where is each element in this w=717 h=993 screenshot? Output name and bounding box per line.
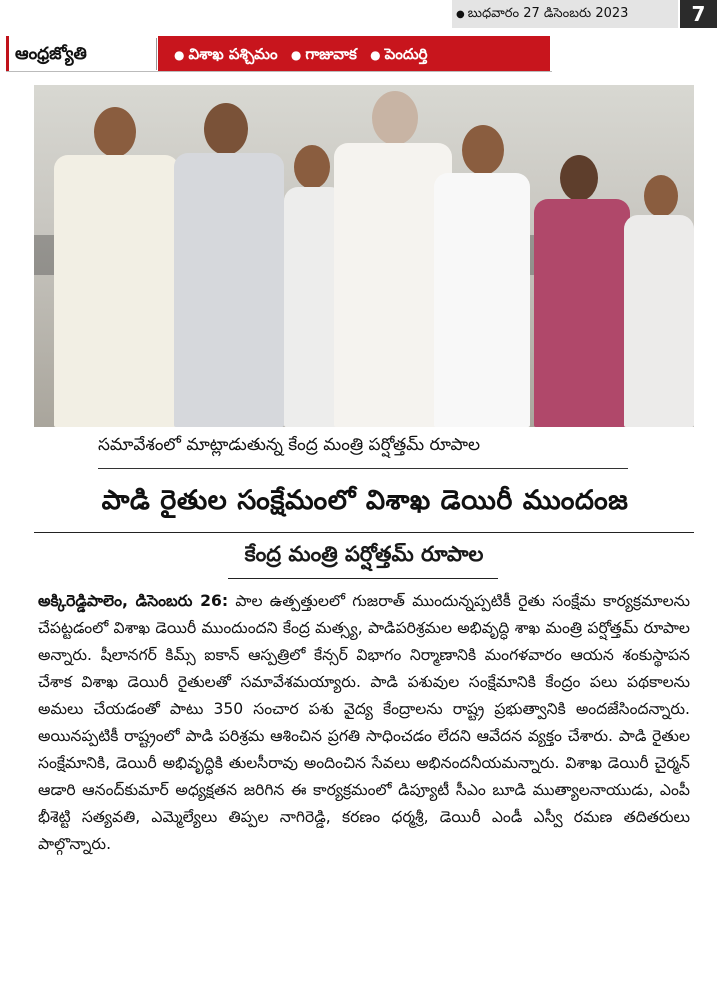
region-2: గాజువాక [305,45,357,63]
masthead-underline [6,71,552,72]
photo-figure-head [94,107,136,157]
news-photo [34,85,694,427]
photo-figure-body [174,153,284,427]
bullet-icon: ● [174,48,185,62]
photo-figure-body [534,199,630,427]
region-3: పెందుర్తి [384,45,428,63]
subheadline: కేంద్ర మంత్రి పర్షోత్తమ్ రూపాల [244,542,484,566]
photo-figure-head [294,145,330,189]
bullet-icon: ● [370,48,381,62]
photo-figure-body [624,215,694,427]
subhead-underline [228,578,498,579]
photo-figure-head [372,91,418,145]
bullet-icon: ● [456,9,465,20]
photo-figure-head [644,175,678,217]
photo-figure-head [462,125,504,175]
caption-underline [98,468,628,469]
article-body-text: పాల ఉత్పత్తులలో గుజరాత్ ముందున్నప్పటికీ రైతు సంక్షేమ కార్యక్రమాలను చేపట్టడంలో విశాఖ డెయిరీ ముందుందని కేంద్ర మత్స్య, పాడిపరిశ్రమల అభివృద్ధి శాఖ మంత్రి పర్షోత్తమ్ రూపాల అన్నారు. షీలానగర్ కిమ్స్ ఐకాన్ ఆస్పత్రిలో కేన్సర్ విభాగం నిర్మాణానికి మంగళవారం ఆయన శంకుస్థాపన చేశాక విశాఖ డెయిరీ రైతులతో సమావేశమయ్యారు. పాడి పశువుల సంక్షేమానికి కేంద్రం పలు పథకాలను అమలు చేయడంతో పాటు 350 సంచార పశు వైద్య కేంద్రాలను రాష్ట్ర ప్రభుత్వానికి అందజేసిందన్నారు. అయినప్పటికీ రాష్ట్రంలో పాడి పరిశ్రమ ఆశించిన ప్రగతి సాధించడం లేదని ఆవేదన వ్యక్తం చేశారు. పాడి రైతుల సంక్షేమానికి, డెయిరీ అభివృద్ధికి తులసీరావు అందించిన సేవలు అభినందనీయమన్నారు. విశాఖ డెయిరీ చైర్మన్ ఆడారి ఆనంద్‌కుమార్ అధ్యక్షతన జరిగిన ఈ కార్యక్రమంలో డిప్యూటీ సీఎం బూడి ముత్యాలనాయుడు, ఎంపీ భీశెట్టి సత్యవతి, ఎమ్మెల్యేలు తిప్పల నాగిరెడ్డి, కరణం ధర్మశ్రీ, డెయిరీ ఎండీ ఎస్వీ రమణ తదితరులు పాల్గొన్నారు. [38,592,691,853]
page-number: 7 [680,0,717,28]
masthead-divider [156,38,157,70]
photo-caption: సమావేశంలో మాట్లాడుతున్న కేంద్ర మంత్రి పర్షోత్తమ్ రూపాల [98,435,481,455]
article-body [38,588,690,858]
bullet-icon: ● [290,48,302,62]
headline: పాడి రైతుల సంక్షేమంలో విశాఖ డెయిరీ ముందంజ [101,485,629,516]
photo-figure-body [434,173,530,427]
dateline: అక్కిరెడ్డిపాలెం, డిసెంబరు 26: [38,592,229,610]
issue-date-text: బుధవారం 27 డిసెంబరు 2023 [467,6,629,21]
photo-figure-body [54,155,179,427]
photo-figure-head [204,103,248,155]
newspaper-logo: ఆంధ్రజ్యోతి [9,36,156,72]
headline-rule [34,532,694,533]
issue-date [452,0,678,28]
edition-regions [158,36,550,72]
region-1: విశాఖ పశ్చిమం [188,45,278,63]
photo-figure-head [560,155,598,201]
masthead [6,36,550,72]
